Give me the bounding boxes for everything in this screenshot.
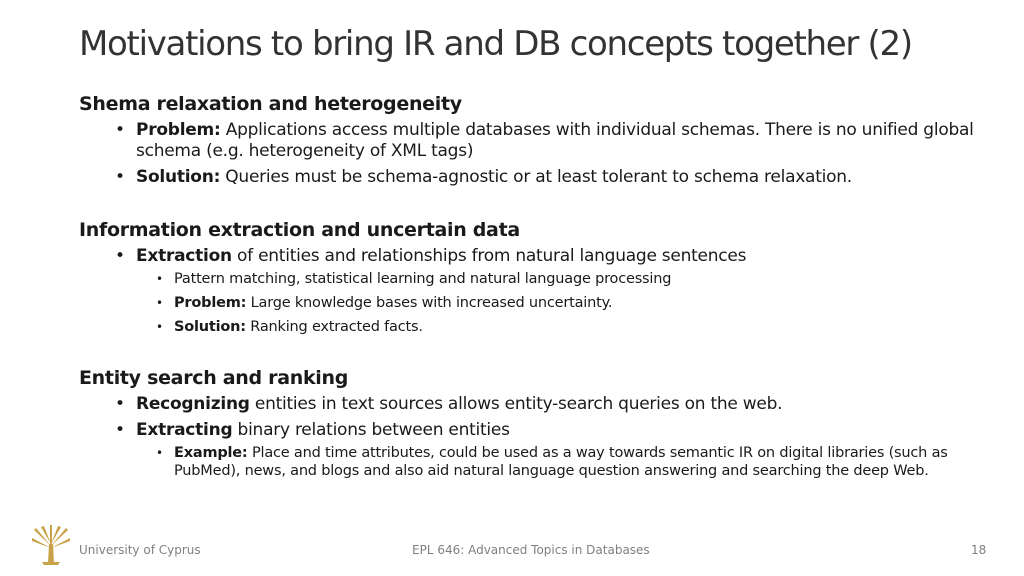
slide-title: Motivations to bring IR and DB concepts together (2) bbox=[79, 24, 912, 64]
bullet-bold: Extraction bbox=[136, 246, 232, 266]
list-item bbox=[79, 246, 979, 336]
sub-list-item bbox=[136, 294, 979, 312]
sub-list-item bbox=[136, 444, 979, 480]
section-heading: Shema relaxation and heterogeneity bbox=[79, 93, 462, 115]
footer-course: EPL 646: Advanced Topics in Databases bbox=[412, 543, 650, 557]
bullet-list bbox=[79, 394, 979, 480]
bullet-bold: Problem: bbox=[136, 120, 221, 140]
bullet-icon: • bbox=[115, 394, 125, 414]
bullet-list bbox=[79, 120, 979, 188]
bullet-bold: Recognizing bbox=[136, 394, 250, 414]
sub-bullet-bold: Problem: bbox=[174, 295, 247, 311]
sub-bullet-text: Pattern matching, statistical learning and natural language processing bbox=[174, 271, 672, 287]
bullet-icon: • bbox=[156, 446, 163, 460]
section-heading: Entity search and ranking bbox=[79, 367, 349, 389]
sub-bullet-bold: Example: bbox=[174, 445, 248, 461]
bullet-list bbox=[79, 246, 979, 336]
slide-body bbox=[79, 92, 979, 486]
sub-list-item bbox=[136, 318, 979, 336]
sub-list-item bbox=[136, 270, 979, 288]
bullet-bold: Extracting bbox=[136, 420, 233, 440]
page-number: 18 bbox=[971, 543, 987, 557]
bullet-icon: • bbox=[115, 246, 125, 266]
footer-org: University of Cyprus bbox=[79, 543, 201, 557]
sub-bullet-bold: Solution: bbox=[174, 319, 246, 335]
bullet-icon: • bbox=[156, 296, 163, 310]
section-entity-search bbox=[79, 366, 979, 480]
list-item bbox=[79, 120, 979, 162]
bullet-icon: • bbox=[115, 167, 125, 187]
section-heading: Information extraction and uncertain data bbox=[79, 219, 520, 241]
sub-bullet-text: Large knowledge bases with increased uncertainty. bbox=[246, 295, 613, 311]
bullet-icon: • bbox=[115, 420, 125, 440]
bullet-text: of entities and relationships from natural language sentences bbox=[231, 246, 747, 266]
sub-bullet-text: Place and time attributes, could be used as a way towards semantic IR on digital libraries (such as PubMed), news, and blogs and also aid natural language question answering and searching the deep Web. bbox=[174, 445, 948, 479]
sub-bullet-text: Ranking extracted facts. bbox=[245, 319, 423, 335]
bullet-text: entities in text sources allows entity-search queries on the web. bbox=[249, 394, 783, 414]
bullet-text: binary relations between entities bbox=[232, 420, 510, 440]
bullet-text: Queries must be schema-agnostic or at least tolerant to schema relaxation. bbox=[220, 167, 852, 187]
bullet-bold: Solution: bbox=[136, 167, 221, 187]
slide-footer bbox=[0, 538, 1024, 562]
sub-bullet-list bbox=[136, 444, 979, 480]
bullet-icon: • bbox=[156, 320, 163, 334]
list-item bbox=[79, 167, 979, 188]
bullet-text: Applications access multiple databases with individual schemas. There is no unified global schema (e.g. heterogeneity of XML tags) bbox=[136, 120, 974, 161]
bullet-icon: • bbox=[156, 272, 163, 286]
sub-bullet-list bbox=[136, 270, 979, 336]
bullet-icon: • bbox=[115, 120, 125, 140]
section-schema-relaxation bbox=[79, 92, 979, 188]
list-item bbox=[79, 394, 979, 415]
section-information-extraction bbox=[79, 218, 979, 336]
list-item bbox=[79, 420, 979, 480]
